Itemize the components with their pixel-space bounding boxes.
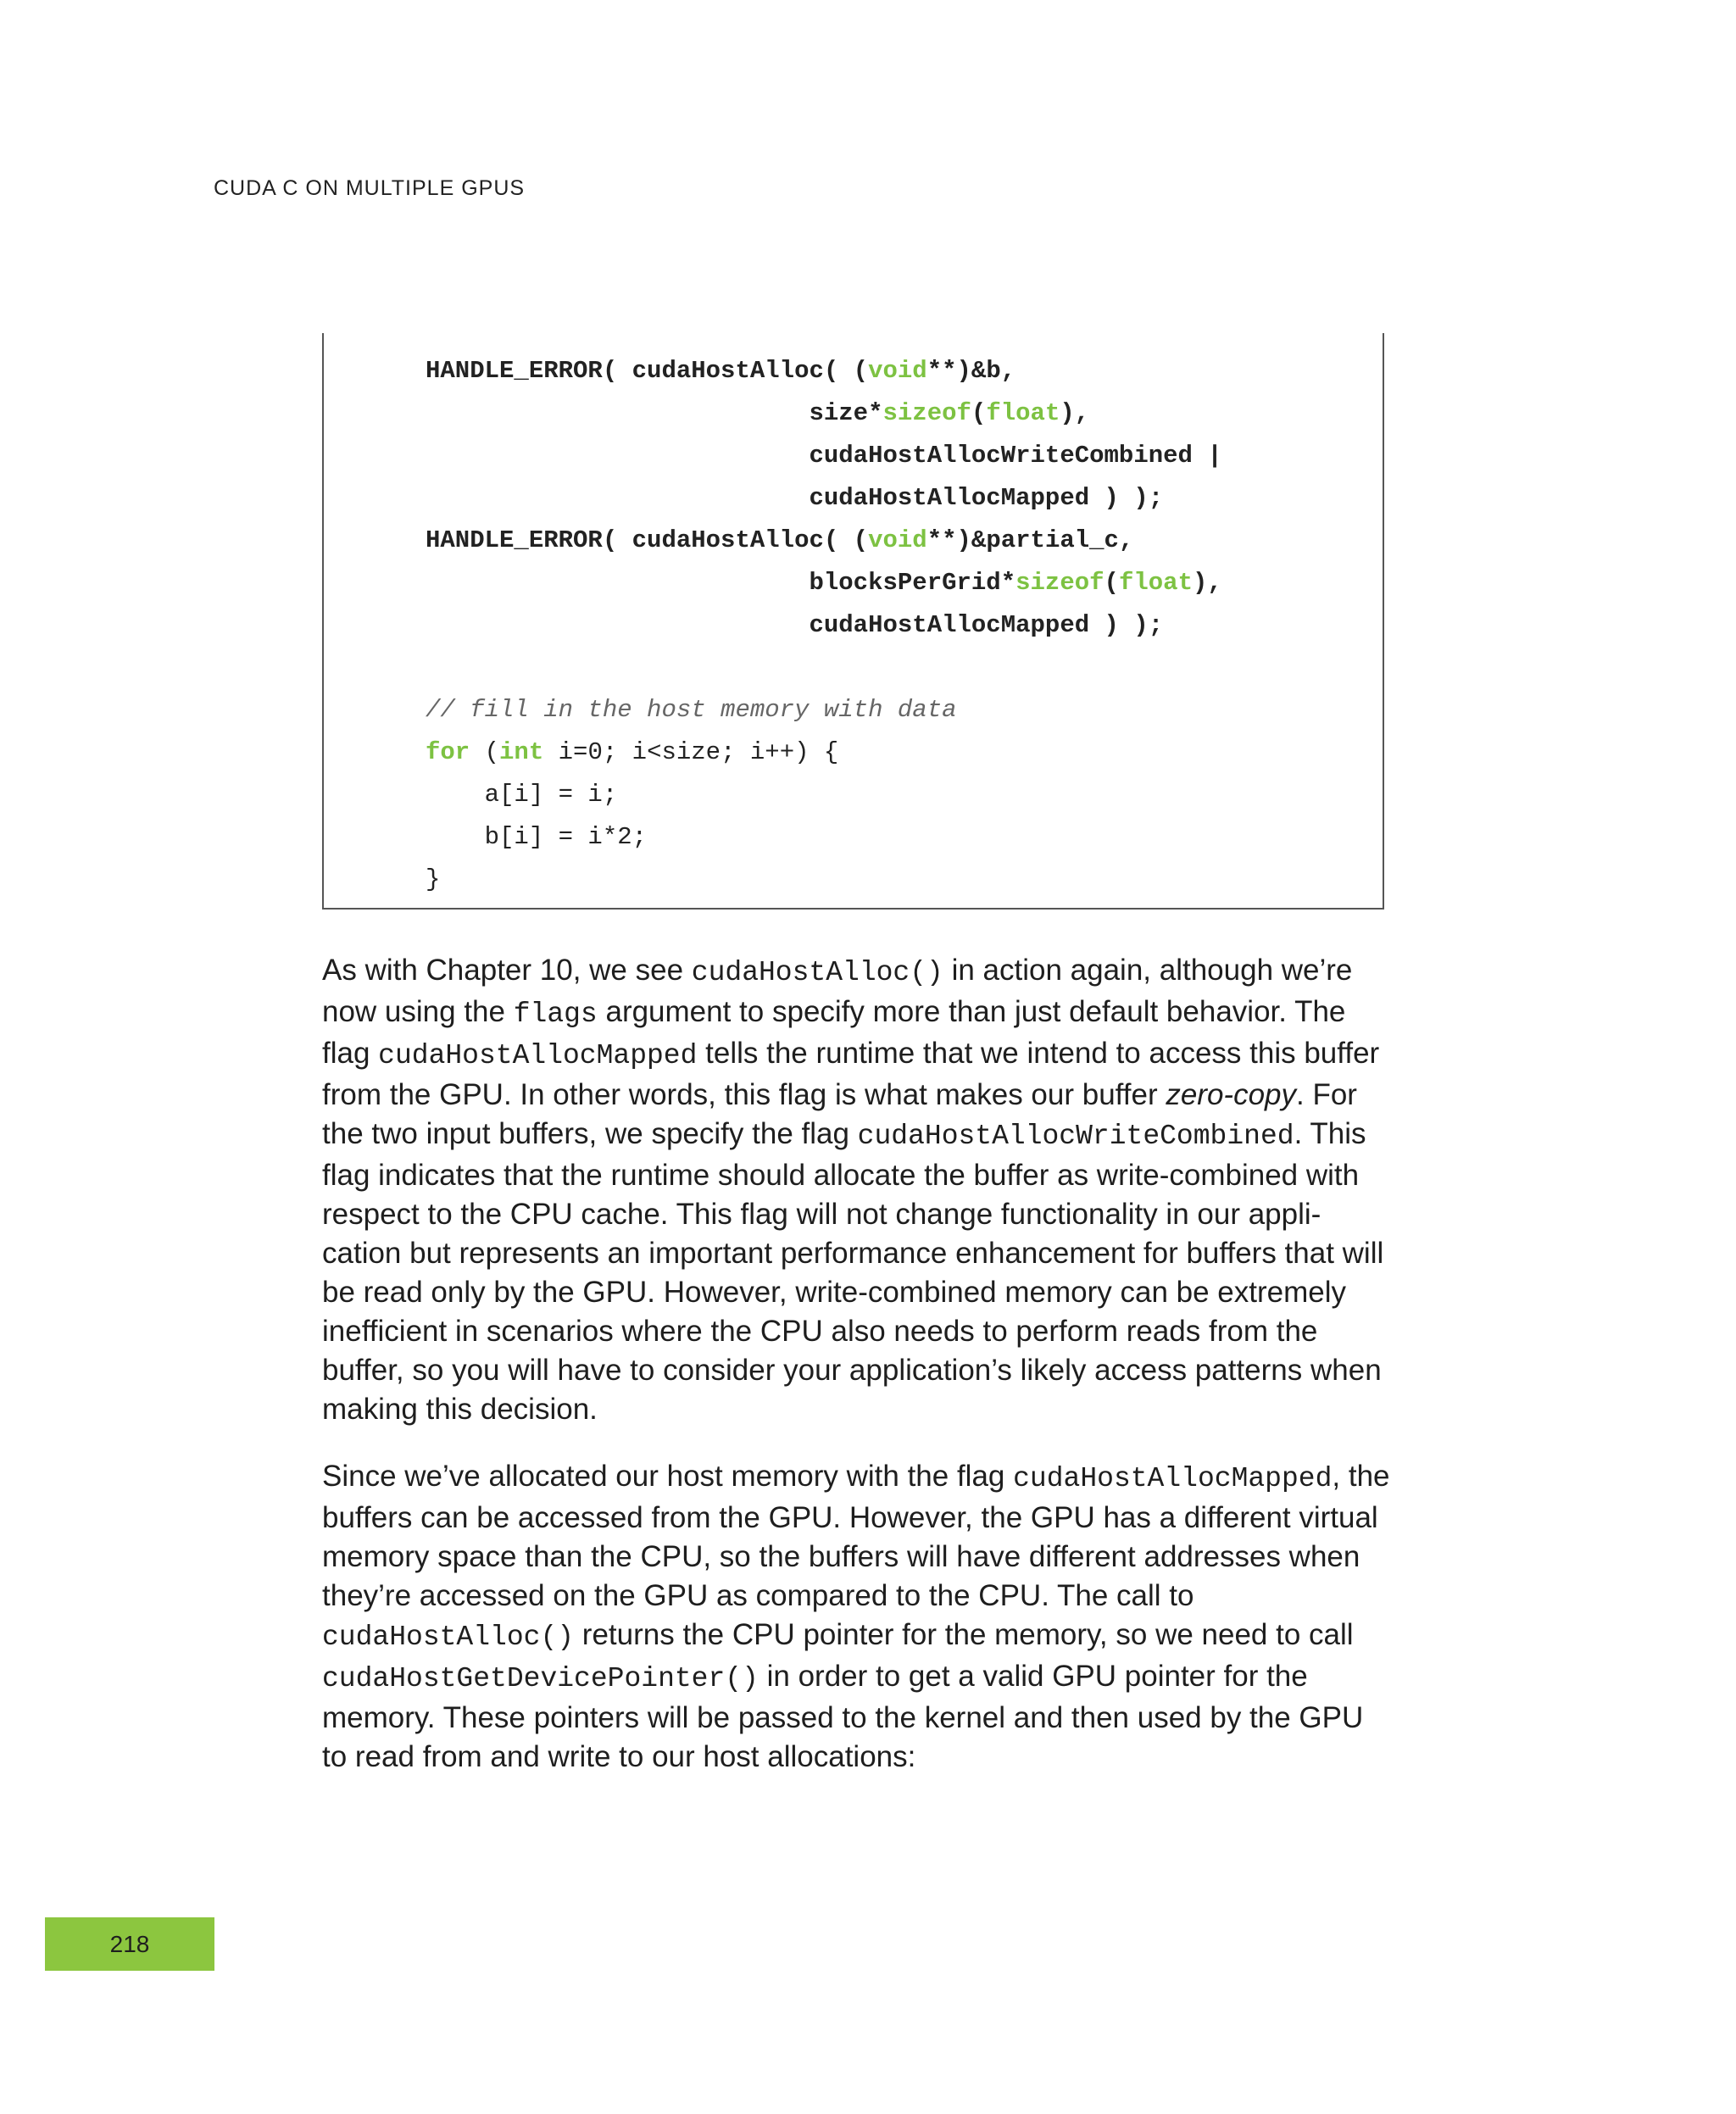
code-line-3: cudaHostAllocWriteCombined |: [426, 442, 1222, 470]
code-line-1: HANDLE_ERROR( cudaHostAlloc( (void**)&b,: [426, 357, 1016, 385]
page-number-tab: [45, 1917, 214, 1971]
code-line-2: size*sizeof(float),: [426, 399, 1090, 427]
code-line-11: a[i] = i;: [426, 781, 618, 809]
code-line-5: HANDLE_ERROR( cudaHostAlloc( (void**)&partial_c,: [426, 526, 1134, 554]
paragraph-1: As with Chapter 10, we see cudaHostAlloc() in action again, although we’re now using the flags argument to specify more than just default behavior. The flag cudaHostAllocMapped tells the runtime that we intend to access this buffer from the GPU. In other words, this flag is what makes our buffer zero-copy. For the two input buffers, we specify the flag cudaHostAllocWriteCombined. This flag indicates that the runtime should allocate the buffer as write-combined with respect to the CPU cache. This flag will not change functionality in our appli-cation but represents an important performance enhancement for buffers that will be read only by the GPU. However, write-combined memory can be extremely inefficient in scenarios where the CPU also needs to perform reads from the buffer, so you will have to consider your application’s likely access patterns when making this decision.: [322, 954, 1384, 1426]
code-line-10: for (int i=0; i<size; i++) {: [426, 738, 839, 766]
running-header: CUDA C ON MULTIPLE GPUS: [214, 176, 526, 200]
body-text: [322, 951, 1390, 1805]
code-block: [426, 350, 1222, 901]
code-line-7: cudaHostAllocMapped ) );: [426, 611, 1164, 639]
code-comment: // fill in the host memory with data: [426, 696, 957, 724]
paragraph-2: Since we’ve allocated our host memory with the flag cudaHostAllocMapped, the buffers can be accessed from the GPU. However, the GPU has a different virtual memory space than the CPU, so the buffers will have different addresses when they’re accessed on the GPU as compared to the CPU. The call to cudaHostAlloc() returns the CPU pointer for the memory, so we need to call cudaHostGetDevicePointer() in order to get a valid GPU pointer for the memory. These pointers will be passed to the kernel and then used by the GPU to read from and write to our host allocations:: [322, 1460, 1390, 1773]
code-line-12: b[i] = i*2;: [426, 823, 648, 851]
code-line-13: }: [426, 865, 441, 893]
code-line-4: cudaHostAllocMapped ) );: [426, 484, 1164, 512]
page-number: 218: [109, 1930, 150, 1957]
code-listing: [322, 333, 1384, 910]
code-line-6: blocksPerGrid*sizeof(float),: [426, 569, 1222, 597]
